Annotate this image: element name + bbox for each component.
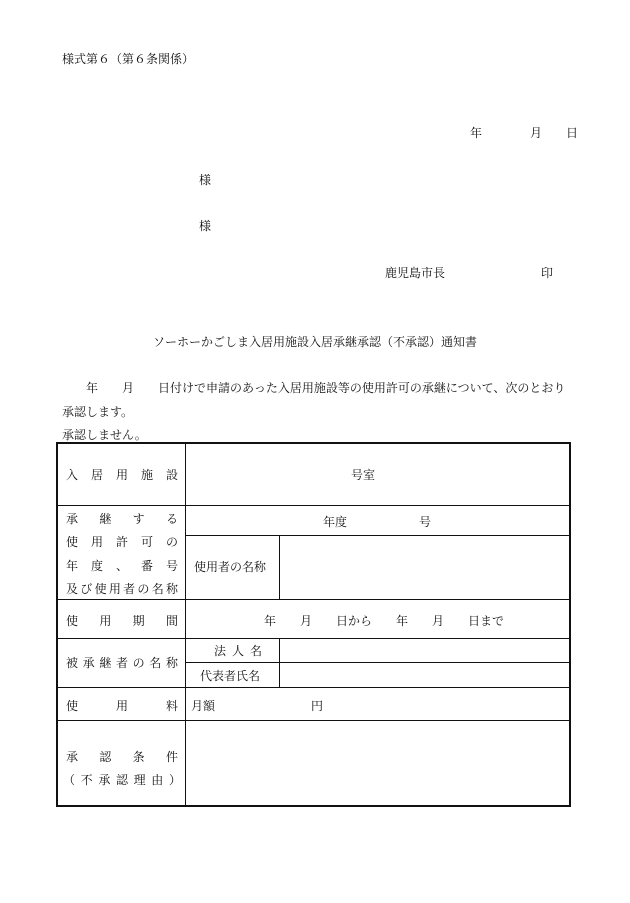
conditions-label-line1: 承 認 条 件 [66, 750, 178, 764]
form-table [56, 442, 571, 807]
successor-label: 被 承 継 者 の 名 称 [66, 656, 178, 670]
user-name-label: 使用者の名称 [194, 560, 267, 574]
permit-label-line4: 及 び 使 用 者 の 名 称 [66, 582, 178, 596]
date-month: 月 [530, 126, 543, 140]
corporation-label: 法 人 名 [214, 644, 262, 658]
facility-room-value: 号室 [351, 468, 376, 482]
document-title: ソーホーかごしま入居用施設入居承継承認（不承認）通知書 [152, 335, 477, 349]
permit-year-number-value: 年度 号 [323, 515, 432, 529]
fee-value: 月額 円 [191, 699, 324, 713]
addressee-line-2: 様 [199, 219, 212, 233]
permit-label-line1: 承 継 す る [66, 512, 178, 526]
body-text-line3: 承認しません。 [62, 428, 147, 442]
date-year: 年 [470, 126, 483, 140]
addressee-line-1: 様 [199, 173, 212, 187]
conditions-label-line2: （ 不 承 認 理 由 ） [63, 773, 181, 787]
date-day: 日 [566, 126, 579, 140]
issuer-name: 鹿児島市長 [385, 266, 446, 280]
seal-mark: 印 [541, 266, 554, 280]
permit-label-line2: 使 用 許 可 の [66, 535, 178, 549]
body-text-line1: 年 月 日付けで申請のあった入居用施設等の使用許可の承継について、次のとおり [86, 381, 566, 395]
date-line [470, 126, 578, 140]
conditions-value[interactable] [194, 734, 562, 794]
permit-label-line3: 年 度 、 番 号 [66, 559, 178, 573]
period-value: 年 月 日から 年 月 日まで [264, 614, 505, 628]
user-name-value[interactable] [288, 560, 558, 574]
facility-label: 入 居 用 施 設 [66, 468, 178, 482]
period-label: 使 用 期 間 [66, 614, 178, 628]
body-text-line2: 承認します。 [62, 405, 134, 419]
representative-label: 代表者氏名 [200, 669, 261, 683]
fee-label: 使 用 料 [66, 699, 178, 713]
form-number: 様式第６（第６条関係） [62, 52, 195, 66]
